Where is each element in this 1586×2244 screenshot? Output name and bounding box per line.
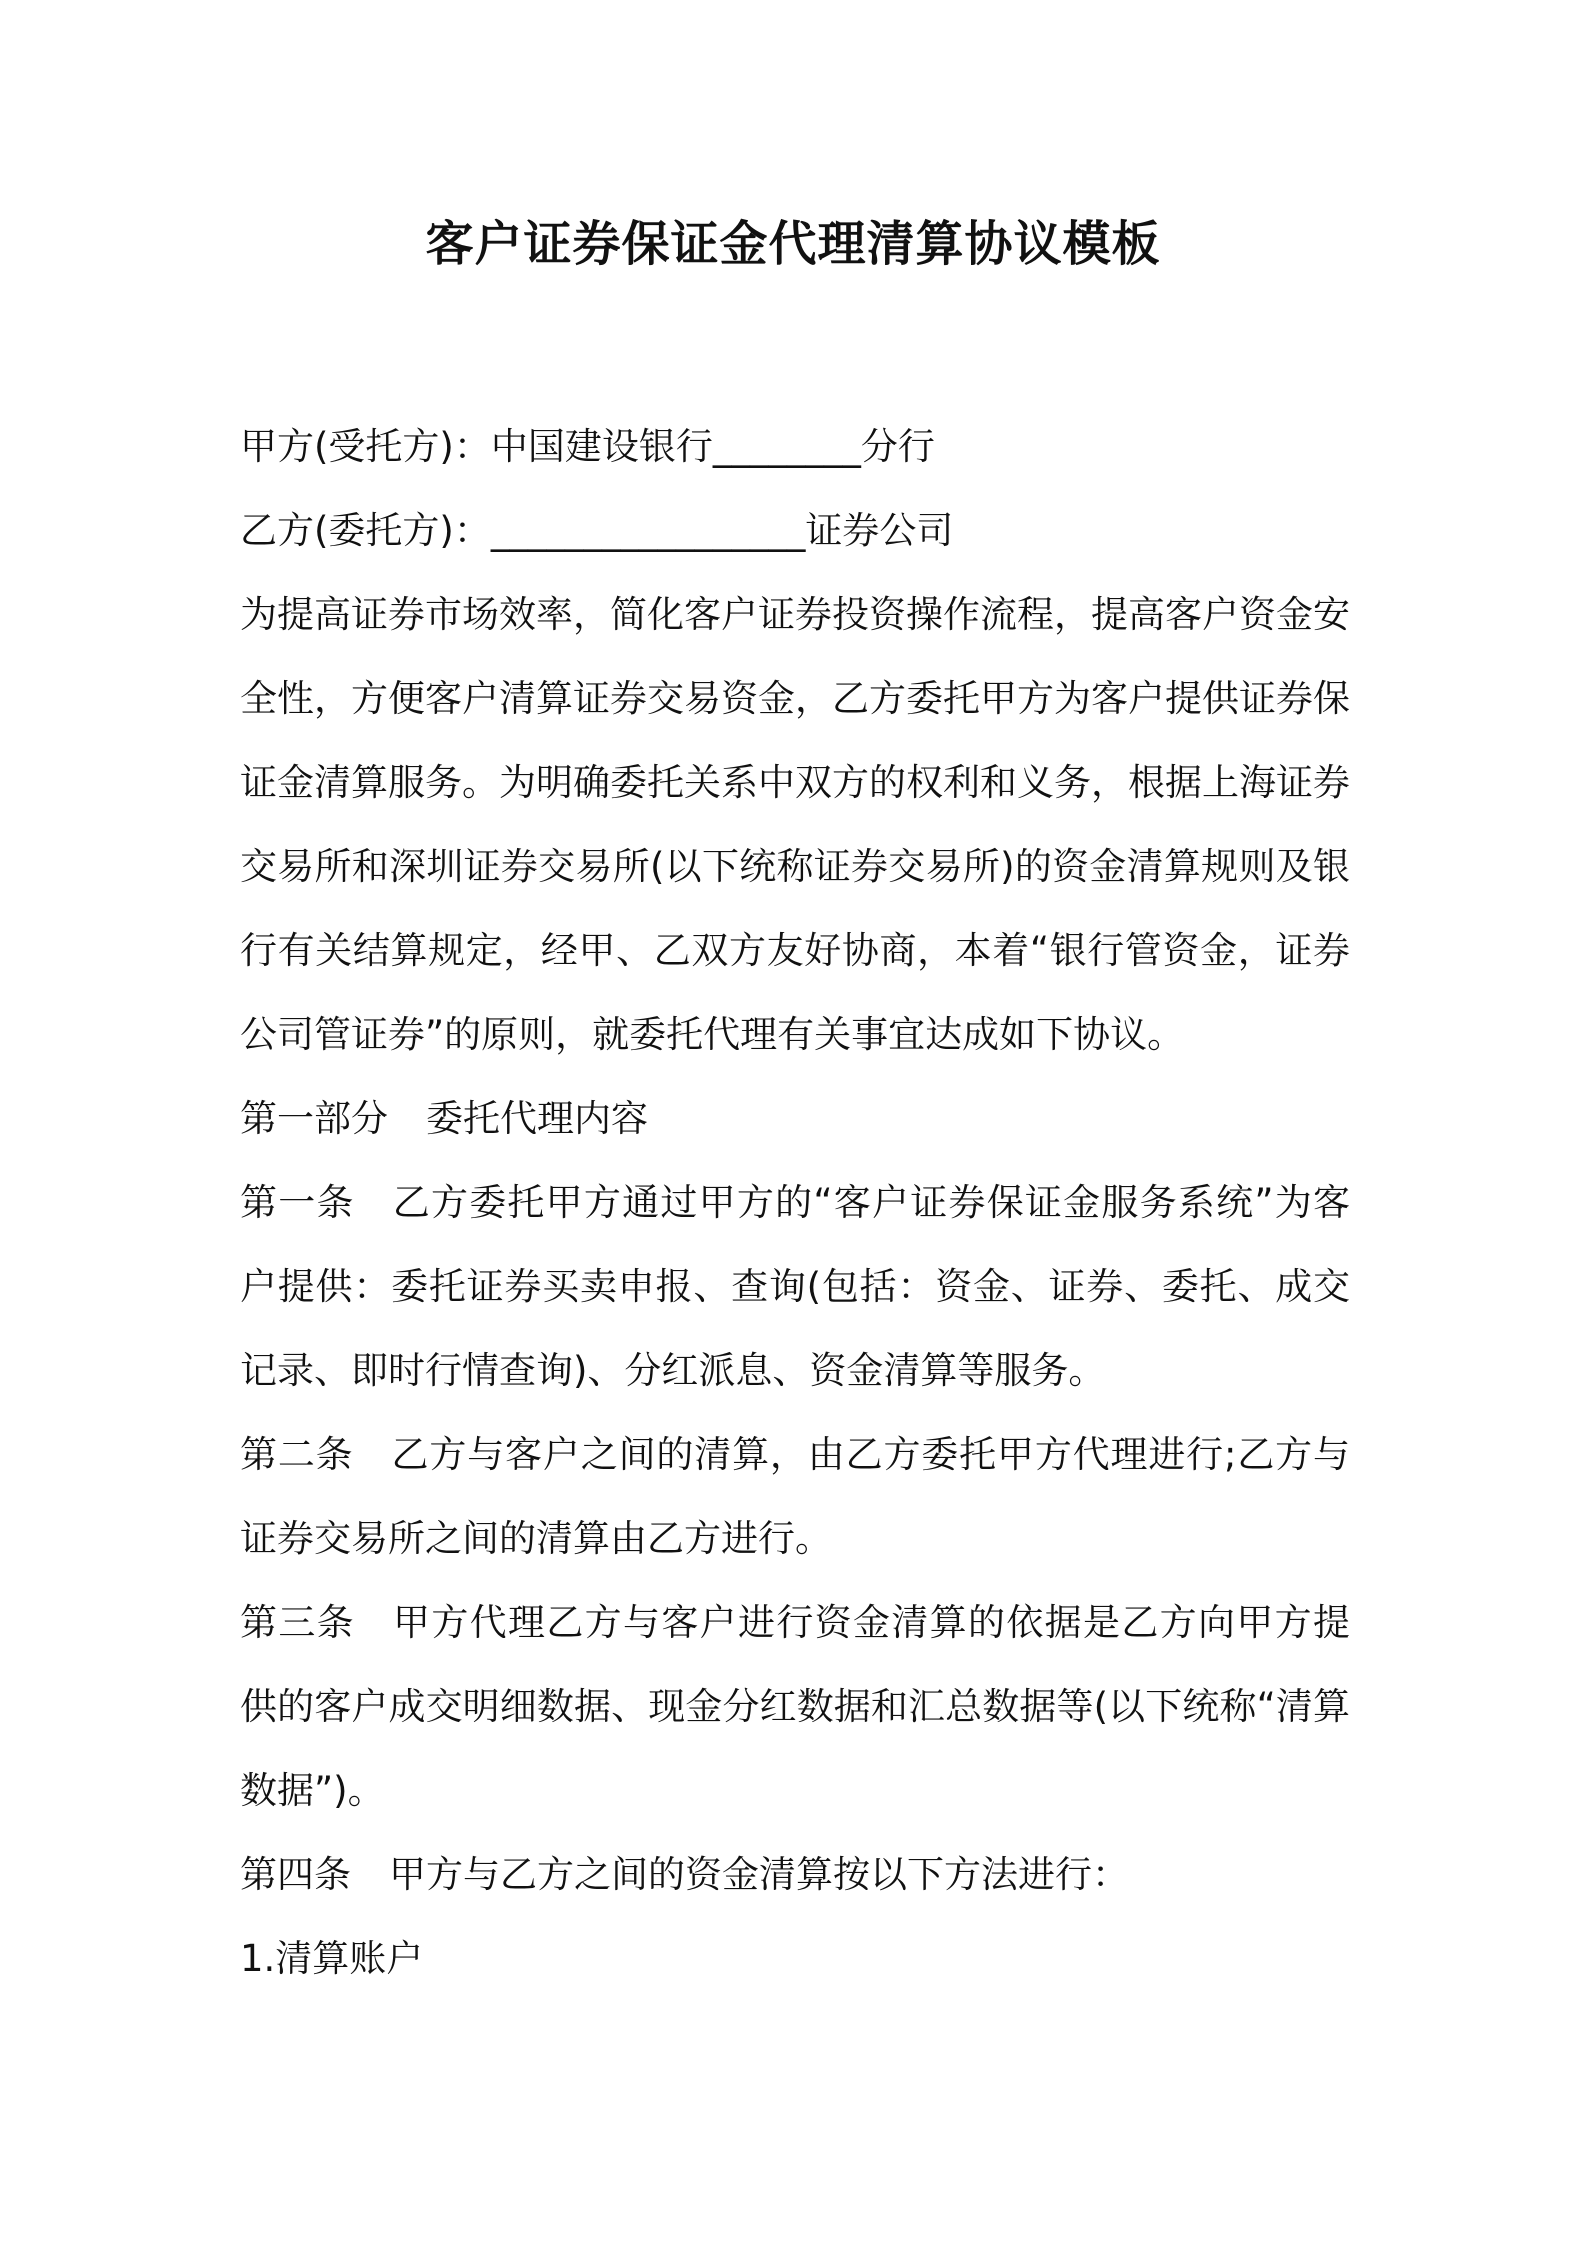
article-4	[240, 1833, 1350, 1917]
list-item-clearing-account: 1.清算账户	[240, 1937, 424, 1980]
article-3	[240, 1581, 1350, 1833]
preamble-paragraph: 为提高证券市场效率，简化客户证券投资操作流程，提高客户资金安全性，方便客户清算证券交易资金，乙方委托甲方为客户提供证券保证金清算服务。为明确委托关系中双方的权利和义务，根据上海证券交易所和深圳证券交易所(以下统称证券交易所)的资金清算规则及银行有关结算规定，经甲、乙双方友好协商，本着“银行管资金，证券公司管证券”的原则，就委托代理有关事宜达成如下协议。	[240, 593, 1350, 1056]
article-1-text: 乙方委托甲方通过甲方的“客户证券保证金服务系统”为客户提供：委托证券买卖申报、查询(包括：资金、证券、委托、成交记录、即时行情查询)、分红派息、资金清算等服务。	[240, 1181, 1350, 1392]
article-4-text: 甲方与乙方之间的资金清算按以下方法进行：	[389, 1853, 1129, 1896]
party-a-line: 甲方(受托方)：中国建设银行________分行	[240, 425, 935, 468]
article-2-label: 第二条	[240, 1433, 354, 1476]
part-label: 第一部分	[240, 1097, 388, 1140]
article-1-label: 第一条	[240, 1181, 355, 1224]
part-title: 委托代理内容	[426, 1097, 648, 1140]
article-3-text: 甲方代理乙方与客户进行资金清算的依据是乙方向甲方提供的客户成交明细数据、现金分红数据和汇总数据等(以下统称“清算数据”)。	[240, 1601, 1350, 1812]
article-4-label: 第四条	[240, 1853, 351, 1896]
article-3-label: 第三条	[240, 1601, 355, 1644]
document-body	[240, 405, 1350, 2001]
part-heading	[240, 1077, 1350, 1161]
party-b-line: 乙方(委托方)：_________________证券公司	[240, 509, 954, 552]
article-2	[240, 1413, 1350, 1581]
article-2-text: 乙方与客户之间的清算，由乙方委托甲方代理进行;乙方与证券交易所之间的清算由乙方进行。	[240, 1433, 1351, 1560]
document-title: 客户证券保证金代理清算协议模板	[425, 216, 1161, 272]
article-1	[240, 1161, 1350, 1413]
